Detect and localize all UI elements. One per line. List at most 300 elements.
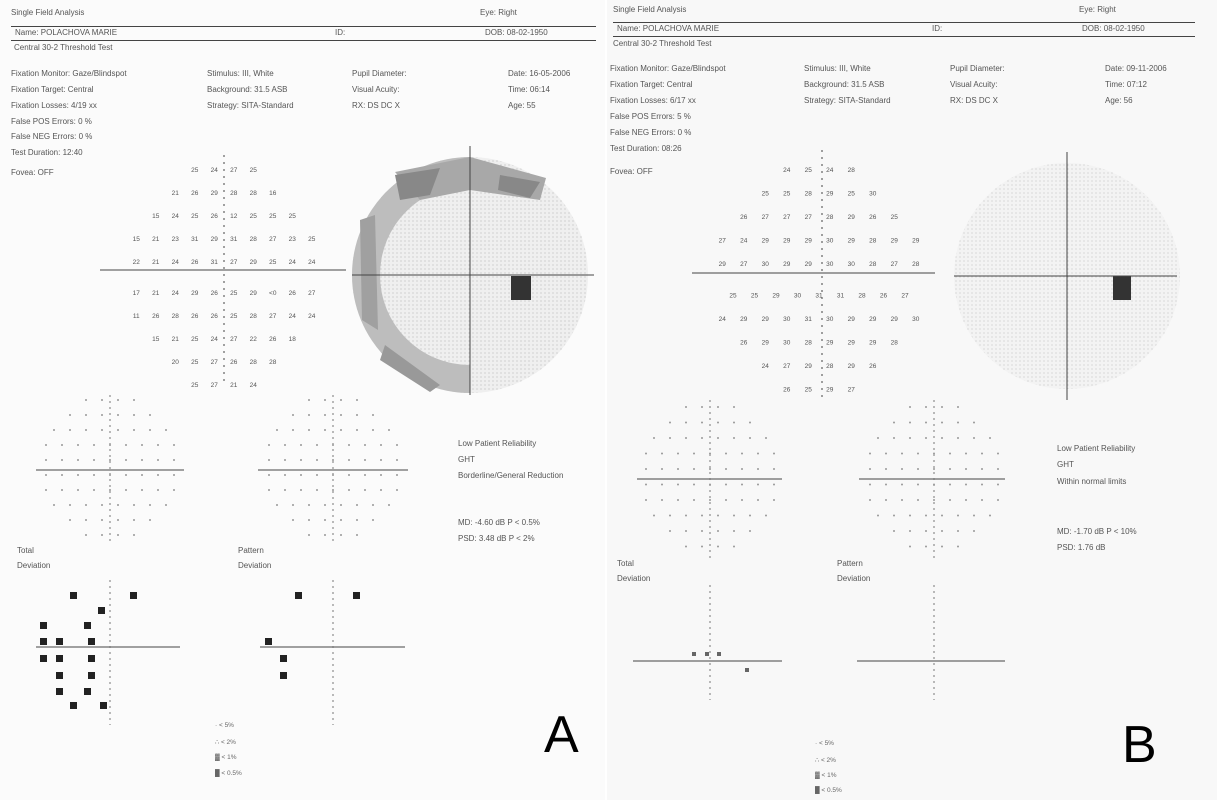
sensitivity-value: 29: [847, 316, 855, 323]
deviation-point: [109, 474, 111, 476]
grayscale-plot: [954, 152, 1180, 400]
deviation-point: [773, 499, 775, 501]
sensitivity-value: 27: [308, 290, 316, 297]
deviation-point: [340, 534, 342, 536]
deviation-point: [356, 429, 358, 431]
eye-label: Eye: Right: [480, 8, 517, 17]
deviation-point: [725, 453, 727, 455]
deviation-point: [85, 429, 87, 431]
deviation-point: [173, 459, 175, 461]
legend-2: ∴ < 2%: [215, 739, 236, 746]
deviation-point: [356, 534, 358, 536]
probability-symbol: [705, 652, 709, 656]
sensitivity-value: 25: [804, 386, 812, 394]
sensitivity-value: 24: [288, 313, 296, 320]
deviation-point: [93, 489, 95, 491]
deviation-point: [117, 429, 119, 431]
deviation-point: [725, 468, 727, 470]
sensitivity-value: 22: [132, 259, 140, 266]
deviation-point: [173, 489, 175, 491]
deviation-point: [77, 444, 79, 446]
deviation-point: [653, 437, 655, 439]
test-time: Time: 06:14: [508, 85, 550, 94]
sensitivity-value: 27: [230, 336, 238, 343]
sensitivity-value: 25: [269, 213, 277, 220]
deviation-point: [925, 546, 927, 548]
deviation-point: [324, 414, 326, 416]
deviation-point: [685, 406, 687, 408]
deviation-point: [949, 484, 951, 486]
deviation-point: [645, 453, 647, 455]
deviation-point: [125, 474, 127, 476]
sensitivity-value: 31: [230, 236, 238, 243]
deviation-point: [773, 453, 775, 455]
deviation-point: [101, 429, 103, 431]
sensitivity-value: 30: [826, 316, 834, 323]
deviation-point: [933, 484, 935, 486]
sensitivity-value: 25: [269, 259, 277, 266]
deviation-point: [93, 459, 95, 461]
sensitivity-value: 29: [210, 236, 218, 243]
deviation-point: [61, 444, 63, 446]
deviation-point: [645, 484, 647, 486]
sensitivity-value: 29: [826, 339, 834, 347]
sensitivity-value: 27: [230, 167, 238, 174]
deviation-point: [701, 422, 703, 424]
deviation-point: [149, 504, 151, 506]
deviation-point: [997, 499, 999, 501]
grayscale-plot: [352, 146, 594, 395]
sensitivity-value: 29: [890, 316, 898, 323]
sensitivity-value: 23: [288, 236, 296, 243]
deviation-point: [340, 399, 342, 401]
sensitivity-value: 29: [804, 261, 812, 268]
deviation-point: [372, 519, 374, 521]
deviation-point: [941, 437, 943, 439]
sensitivity-value: 30: [912, 316, 920, 323]
sensitivity-value: 27: [230, 259, 238, 266]
deviation-point: [749, 437, 751, 439]
sensitivity-value: 28: [249, 190, 257, 197]
sensitivity-value: 27: [890, 261, 898, 268]
sensitivity-value: 25: [804, 167, 812, 174]
deviation-point: [965, 468, 967, 470]
sensitivity-value: 29: [718, 261, 726, 268]
deviation-point: [117, 399, 119, 401]
deviation-point: [101, 519, 103, 521]
deviation-point: [372, 414, 374, 416]
strategy: Strategy: SITA-Standard: [207, 101, 294, 110]
total-deviation-numeric: [637, 400, 782, 560]
report-panel-a: [0, 0, 605, 800]
deviation-point: [733, 406, 735, 408]
deviation-point: [133, 414, 135, 416]
deviation-point: [268, 489, 270, 491]
visual-acuity: Visual Acuity:: [950, 80, 998, 89]
total-deviation-label-2: Deviation: [617, 574, 651, 583]
sensitivity-value: 29: [761, 339, 769, 347]
deviation-point: [733, 437, 735, 439]
total-deviation-label: Total: [617, 559, 634, 568]
fixation-losses: Fixation Losses: 6/17 xx: [610, 96, 696, 105]
deviation-point: [109, 459, 111, 461]
sensitivity-value: 26: [740, 214, 748, 221]
pattern-deviation-label-2: Deviation: [837, 574, 871, 583]
legend-05: █ < 0.5%: [815, 787, 842, 794]
probability-symbol: [40, 622, 47, 629]
deviation-point: [340, 504, 342, 506]
deviation-point: [685, 530, 687, 532]
pattern-deviation-probability-map: [857, 585, 1005, 700]
deviation-point: [757, 453, 759, 455]
probability-symbol: [295, 592, 302, 599]
sensitivity-value: 30: [826, 261, 834, 268]
deviation-point: [308, 414, 310, 416]
sensitivity-value: 29: [210, 190, 218, 197]
probability-symbol: [130, 592, 137, 599]
sensitivity-value: 28: [804, 339, 812, 347]
deviation-point: [300, 474, 302, 476]
deviation-point: [268, 474, 270, 476]
sensitivity-value: 28: [912, 261, 920, 268]
strategy: Strategy: SITA-Standard: [804, 96, 891, 105]
deviation-point: [645, 468, 647, 470]
patient-dob: DOB: 08-02-1950: [1082, 24, 1145, 33]
probability-symbol: [70, 592, 77, 599]
sensitivity-value: 26: [191, 259, 199, 266]
report-title: Single Field Analysis: [11, 8, 85, 17]
sensitivity-value: 29: [869, 339, 877, 347]
sensitivity-value: 25: [191, 167, 199, 174]
deviation-point: [69, 519, 71, 521]
sensitivity-value: 26: [210, 313, 218, 320]
pattern-deviation-label: Pattern: [238, 546, 264, 555]
deviation-point: [997, 484, 999, 486]
deviation-point: [661, 499, 663, 501]
deviation-point: [284, 459, 286, 461]
patient-name: Name: POLACHOVA MARIE: [617, 24, 720, 33]
deviation-point: [693, 499, 695, 501]
deviation-point: [941, 546, 943, 548]
sensitivity-value: 24: [249, 382, 257, 389]
deviation-point: [117, 504, 119, 506]
probability-symbol: [280, 655, 287, 662]
deviation-point: [693, 468, 695, 470]
deviation-point: [917, 453, 919, 455]
fixation-monitor: Fixation Monitor: Gaze/Blindspot: [11, 69, 127, 78]
deviation-point: [701, 515, 703, 517]
deviation-point: [869, 499, 871, 501]
deviation-point: [685, 422, 687, 424]
deviation-point: [941, 406, 943, 408]
report-title: Single Field Analysis: [613, 5, 687, 14]
deviation-point: [69, 414, 71, 416]
mean-deviation: MD: -4.60 dB P < 0.5%: [458, 518, 540, 527]
sensitivity-value: 27: [210, 382, 218, 389]
sensitivity-value: 18: [288, 336, 296, 343]
deviation-point: [332, 444, 334, 446]
deviation-point: [661, 468, 663, 470]
sensitivity-value: 25: [230, 313, 238, 320]
deviation-point: [157, 489, 159, 491]
deviation-point: [93, 444, 95, 446]
deviation-point: [372, 504, 374, 506]
deviation-point: [925, 422, 927, 424]
deviation-point: [316, 444, 318, 446]
deviation-point: [117, 534, 119, 536]
reliability-warning: Low Patient Reliability: [458, 439, 537, 448]
sensitivity-value: 25: [191, 359, 199, 366]
probability-symbol: [70, 702, 77, 709]
deviation-point: [885, 484, 887, 486]
deviation-point: [949, 499, 951, 501]
legend-2: ∴ < 2%: [815, 757, 836, 764]
deviation-point: [85, 519, 87, 521]
deviation-point: [396, 459, 398, 461]
sensitivity-value: 24: [171, 213, 179, 220]
deviation-point: [292, 504, 294, 506]
deviation-point: [717, 515, 719, 517]
deviation-point: [324, 399, 326, 401]
deviation-point: [733, 515, 735, 517]
sensitivity-value: 25: [750, 292, 759, 300]
deviation-point: [380, 474, 382, 476]
sensitivity-value: 28: [171, 313, 179, 320]
probability-symbol: [280, 672, 287, 679]
probability-symbol: [56, 688, 63, 695]
deviation-point: [997, 468, 999, 470]
sensitivity-value: 29: [869, 316, 877, 323]
deviation-point: [348, 444, 350, 446]
sensitivity-value: 26: [191, 313, 199, 320]
deviation-point: [388, 429, 390, 431]
deviation-point: [725, 499, 727, 501]
deviation-point: [133, 399, 135, 401]
deviation-point: [941, 422, 943, 424]
deviation-point: [709, 468, 711, 470]
deviation-point: [276, 429, 278, 431]
sensitivity-value: 28: [249, 313, 257, 320]
deviation-point: [997, 453, 999, 455]
deviation-point: [717, 422, 719, 424]
deviation-point: [45, 489, 47, 491]
deviation-point: [917, 484, 919, 486]
sensitivity-value: 29: [761, 237, 769, 245]
test-duration: Test Duration: 08:26: [610, 144, 682, 153]
sensitivity-value: 29: [804, 237, 812, 245]
deviation-point: [332, 459, 334, 461]
deviation-point: [717, 406, 719, 408]
deviation-point: [316, 459, 318, 461]
sensitivity-value: 11: [132, 313, 140, 320]
sensitivity-value: 30: [793, 292, 802, 300]
sensitivity-value: 29: [847, 339, 855, 347]
patient-name: Name: POLACHOVA MARIE: [15, 28, 118, 37]
deviation-point: [733, 530, 735, 532]
sensitivity-value: 25: [308, 236, 316, 243]
deviation-point: [101, 399, 103, 401]
deviation-point: [981, 453, 983, 455]
panel-letter: A: [544, 706, 579, 764]
sensitivity-value: 27: [783, 363, 791, 370]
deviation-point: [364, 489, 366, 491]
field-plots-b: [607, 0, 1217, 800]
background: Background: 31.5 ASB: [207, 85, 288, 94]
deviation-point: [973, 530, 975, 532]
deviation-point: [901, 453, 903, 455]
deviation-point: [893, 515, 895, 517]
deviation-point: [965, 484, 967, 486]
sensitivity-value: 24: [171, 259, 179, 266]
deviation-point: [173, 474, 175, 476]
deviation-point: [45, 474, 47, 476]
deviation-point: [645, 499, 647, 501]
sensitivity-value: 28: [869, 261, 877, 268]
sensitivity-value: 29: [249, 290, 257, 297]
deviation-point: [941, 530, 943, 532]
fovea: Fovea: OFF: [11, 168, 54, 177]
probability-symbol: [40, 638, 47, 645]
sensitivity-value: 30: [783, 339, 791, 347]
deviation-point: [749, 422, 751, 424]
deviation-point: [685, 437, 687, 439]
sensitivity-value: 25: [249, 213, 257, 220]
deviation-point: [701, 530, 703, 532]
deviation-point: [396, 489, 398, 491]
test-duration: Test Duration: 12:40: [11, 148, 83, 157]
sensitivity-value: 24: [740, 237, 748, 245]
sensitivity-value: 21: [171, 190, 179, 197]
report-panel-b: [607, 0, 1217, 800]
deviation-point: [733, 422, 735, 424]
pattern-sd: PSD: 1.76 dB: [1057, 543, 1106, 552]
probability-symbol: [84, 622, 91, 629]
deviation-point: [348, 489, 350, 491]
field-plots-a: [0, 0, 605, 800]
deviation-point: [901, 484, 903, 486]
sensitivity-value: 30: [761, 261, 769, 268]
sensitivity-value: 24: [761, 363, 769, 370]
deviation-point: [101, 414, 103, 416]
deviation-point: [53, 504, 55, 506]
deviation-point: [901, 499, 903, 501]
deviation-point: [125, 444, 127, 446]
deviation-point: [933, 468, 935, 470]
sensitivity-value: 29: [772, 292, 780, 300]
deviation-point: [77, 474, 79, 476]
sensitivity-value: 25: [288, 213, 296, 220]
deviation-point: [893, 422, 895, 424]
sensitivity-value: 25: [761, 190, 769, 198]
visual-acuity: Visual Acuity:: [352, 85, 400, 94]
deviation-point: [941, 515, 943, 517]
deviation-point: [949, 453, 951, 455]
sensitivity-value: 26: [210, 290, 218, 297]
test-time: Time: 07:12: [1105, 80, 1147, 89]
deviation-point: [965, 453, 967, 455]
deviation-point: [677, 453, 679, 455]
false-neg-errors: False NEG Errors: 0 %: [610, 128, 692, 137]
sensitivity-value: 29: [826, 386, 834, 394]
deviation-point: [69, 429, 71, 431]
probability-symbol: [56, 638, 63, 645]
deviation-point: [661, 453, 663, 455]
fixation-target: Fixation Target: Central: [610, 80, 693, 89]
deviation-point: [653, 515, 655, 517]
probability-symbol: [98, 607, 105, 614]
deviation-point: [332, 489, 334, 491]
deviation-point: [276, 504, 278, 506]
deviation-point: [133, 534, 135, 536]
deviation-point: [117, 414, 119, 416]
legend-5: · < 5%: [815, 740, 834, 747]
deviation-point: [933, 499, 935, 501]
sensitivity-value: 25: [249, 167, 257, 174]
probability-symbol: [717, 652, 721, 656]
deviation-point: [717, 530, 719, 532]
sensitivity-value: 25: [191, 382, 199, 389]
deviation-point: [380, 489, 382, 491]
deviation-point: [292, 519, 294, 521]
deviation-point: [773, 468, 775, 470]
sensitivity-value: 25: [191, 336, 199, 343]
deviation-point: [869, 484, 871, 486]
sensitivity-values: [133, 167, 316, 389]
sensitivity-value: 28: [826, 363, 834, 370]
sensitivity-value: 29: [191, 290, 199, 297]
deviation-point: [268, 444, 270, 446]
deviation-point: [957, 515, 959, 517]
deviation-point: [165, 504, 167, 506]
sensitivity-value: 26: [210, 213, 218, 220]
deviation-point: [348, 474, 350, 476]
sensitivity-value: 24: [718, 316, 726, 323]
deviation-point: [709, 499, 711, 501]
deviation-point: [356, 519, 358, 521]
deviation-point: [661, 484, 663, 486]
sensitivity-value: 29: [890, 237, 898, 245]
sensitivity-value: 29: [826, 190, 834, 198]
sensitivity-value: 15: [152, 213, 160, 220]
total-deviation-label: Total: [17, 546, 34, 555]
deviation-point: [364, 474, 366, 476]
sensitivity-value: 28: [249, 359, 257, 366]
sensitivity-value: 28: [249, 236, 257, 243]
deviation-point: [85, 399, 87, 401]
test-name: Central 30-2 Threshold Test: [613, 39, 712, 48]
sensitivity-value: 27: [847, 386, 855, 394]
deviation-point: [709, 453, 711, 455]
sensitivity-value: 20: [171, 359, 179, 366]
deviation-point: [141, 474, 143, 476]
ght-result: Borderline/General Reduction: [458, 471, 564, 480]
sensitivity-value: 31: [191, 236, 199, 243]
probability-symbol: [88, 638, 95, 645]
deviation-point: [340, 429, 342, 431]
deviation-point: [324, 534, 326, 536]
deviation-point: [300, 489, 302, 491]
sensitivity-value: 25: [847, 190, 855, 198]
stimulus: Stimulus: III, White: [207, 69, 274, 78]
sensitivity-value: 30: [869, 190, 877, 198]
false-pos-errors: False POS Errors: 0 %: [11, 117, 92, 126]
sensitivity-value: 26: [288, 290, 296, 297]
deviation-point: [141, 459, 143, 461]
deviation-point: [757, 499, 759, 501]
deviation-point: [141, 444, 143, 446]
deviation-point: [292, 414, 294, 416]
deviation-point: [901, 468, 903, 470]
